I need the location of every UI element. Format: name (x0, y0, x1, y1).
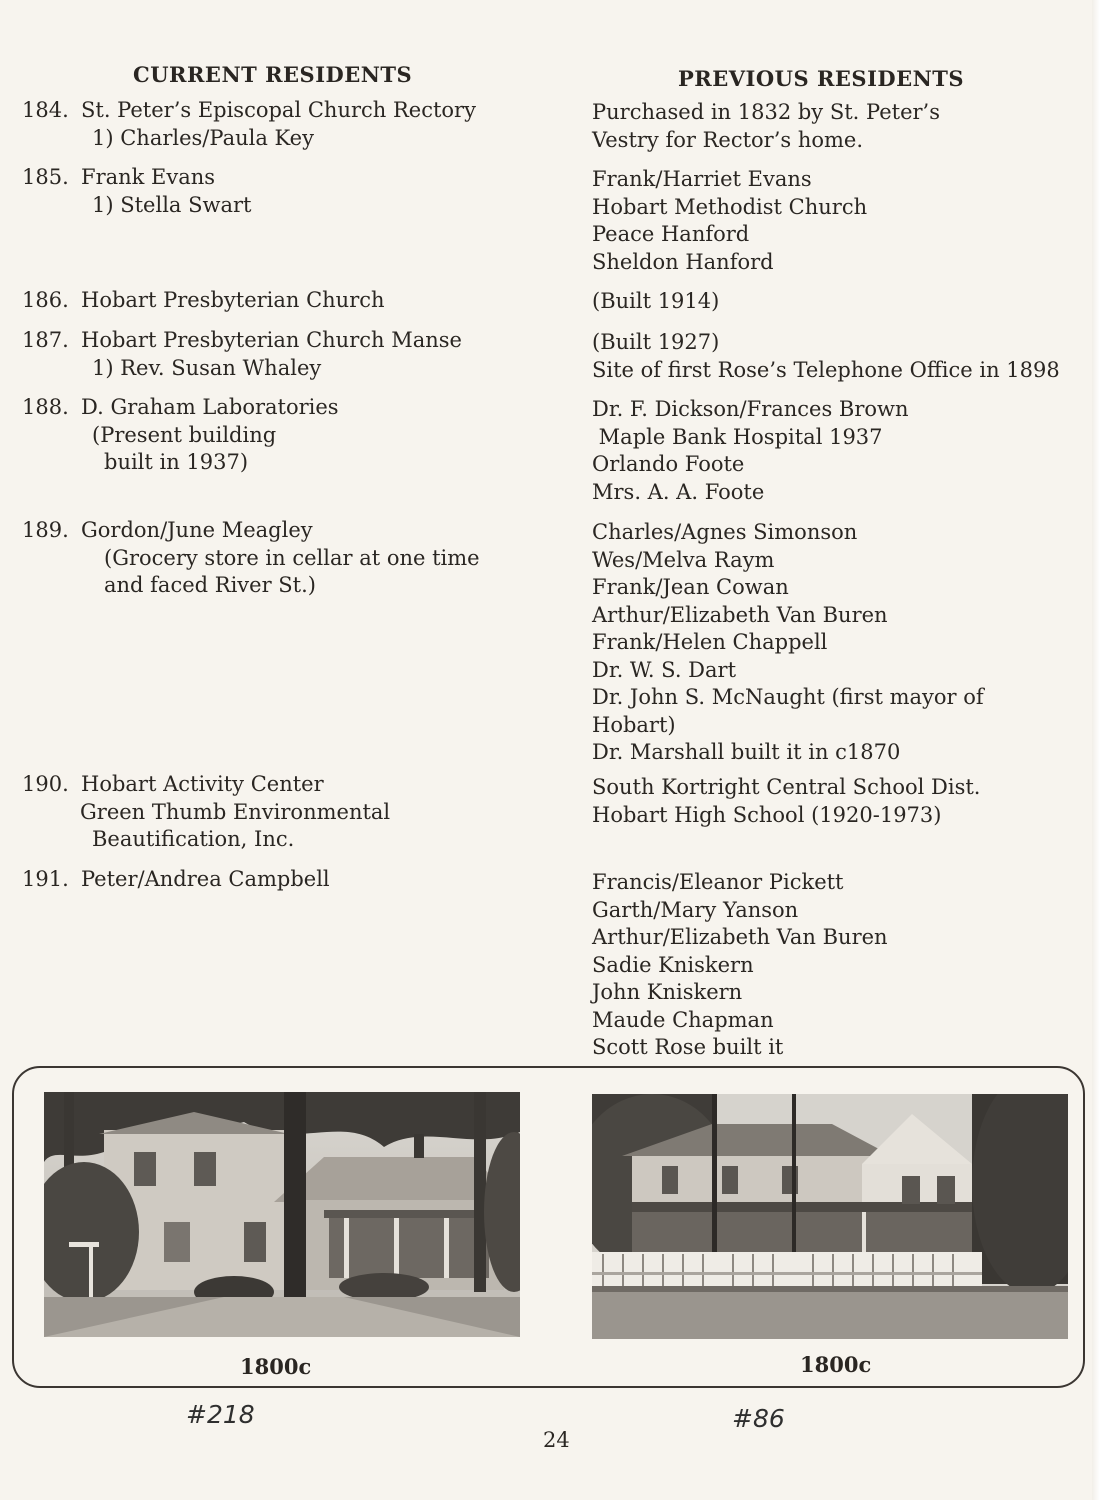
previous-line: South Kortright Central School Dist. (592, 775, 981, 799)
previous-line: Frank/Helen Chappell (592, 630, 828, 654)
entry-185-previous (592, 166, 1097, 276)
page-number: 24 (543, 1428, 570, 1452)
previous-line: Hobart High School (1920-1973) (592, 802, 942, 827)
previous-line: Frank/Harriet Evans (592, 167, 812, 191)
previous-line: Maple Bank Hospital 1937 (592, 424, 883, 449)
previous-line: Hobart) (592, 712, 676, 737)
entry-name: Hobart Presbyterian Church (81, 288, 385, 312)
previous-line: Maude Chapman (592, 1007, 774, 1032)
entry-number: 190. (22, 772, 69, 796)
entry-sub: (Present building (92, 422, 277, 447)
house-photo-right (592, 1094, 1068, 1339)
previous-line: Peace Hanford (592, 222, 750, 246)
previous-line: Frank/Jean Cowan (592, 575, 789, 599)
entry-sub: and faced River St.) (104, 573, 316, 597)
previous-line: (Built 1927) (592, 330, 720, 354)
previous-line: Purchased in 1832 by St. Peter’s (592, 100, 940, 124)
previous-line: Dr. John S. McNaught (first mayor of (592, 685, 984, 709)
entry-190-previous (592, 774, 1097, 829)
entry-name: Frank Evans (81, 165, 216, 189)
previous-line: Garth/Mary Yanson (592, 897, 799, 922)
entry-184-current (22, 97, 562, 152)
previous-residents-header: PREVIOUS RESIDENTS (678, 66, 965, 91)
entry-number: 187. (22, 328, 69, 352)
entry-name: Hobart Activity Center (81, 772, 324, 796)
entry-188-previous (592, 396, 1097, 506)
previous-line: Vestry for Rector’s home. (592, 127, 864, 152)
entry-number: 188. (22, 395, 69, 419)
entry-name: Gordon/June Meagley (81, 518, 313, 542)
entry-189-current (22, 517, 562, 600)
previous-line: Dr. W. S. Dart (592, 657, 737, 682)
entry-sub: 1) Rev. Susan Whaley (92, 355, 322, 380)
entry-number: 186. (22, 288, 69, 312)
entry-187-current (22, 327, 562, 382)
entry-number: 185. (22, 165, 69, 189)
previous-line: Dr. F. Dickson/Frances Brown (592, 397, 909, 421)
entry-186-current (22, 287, 562, 315)
entry-187-previous (592, 329, 1097, 384)
previous-line: Wes/Melva Raym (592, 547, 775, 572)
previous-line: Site of first Rose’s Telephone Office in 1898 (592, 357, 1060, 382)
entry-name: D. Graham Laboratories (81, 395, 339, 419)
previous-line: Sadie Kniskern (592, 952, 754, 977)
entry-191-current (22, 866, 562, 894)
house-photo-left (44, 1092, 520, 1337)
entry-189-previous (592, 519, 1097, 767)
entry-number: 184. (22, 98, 69, 122)
entry-number: 191. (22, 867, 69, 891)
entry-185-current (22, 164, 562, 219)
previous-line: Sheldon Hanford (592, 249, 774, 274)
entry-188-current (22, 394, 562, 477)
entry-name: Peter/Andrea Campbell (81, 867, 330, 891)
previous-line: Charles/Agnes Simonson (592, 520, 858, 544)
entry-sub: 1) Charles/Paula Key (92, 125, 314, 150)
previous-line: John Kniskern (592, 980, 743, 1004)
previous-line: (Built 1914) (592, 289, 720, 313)
previous-line: Arthur/Elizabeth Van Buren (592, 925, 888, 949)
entry-sub: Beautification, Inc. (92, 827, 295, 851)
entry-name: St. Peter’s Episcopal Church Rectory (81, 98, 476, 122)
entry-186-previous (592, 288, 1097, 316)
entry-sub: (Grocery store in cellar at one time (104, 545, 480, 570)
handwritten-note-left: #218 (186, 1400, 255, 1429)
entry-name: Hobart Presbyterian Church Manse (81, 328, 462, 352)
entry-sub: Green Thumb Environmental (80, 799, 391, 824)
entry-184-previous (592, 99, 1097, 154)
previous-line: Hobart Methodist Church (592, 194, 868, 219)
previous-line: Dr. Marshall built it in c1870 (592, 740, 901, 764)
previous-line: Mrs. A. A. Foote (592, 479, 765, 504)
previous-line: Orlando Foote (592, 452, 745, 476)
handwritten-note-right: #86 (732, 1404, 785, 1433)
photo-caption-right: 1800c (800, 1352, 872, 1377)
previous-line: Francis/Eleanor Pickett (592, 870, 844, 894)
previous-line: Arthur/Elizabeth Van Buren (592, 602, 888, 627)
entry-sub: built in 1937) (104, 450, 249, 474)
entry-number: 189. (22, 518, 69, 542)
previous-line: Scott Rose built it (592, 1035, 784, 1059)
current-residents-header: CURRENT RESIDENTS (133, 62, 413, 87)
photo-caption-left: 1800c (240, 1354, 312, 1379)
entry-sub: 1) Stella Swart (92, 192, 252, 217)
entry-191-previous (592, 869, 1097, 1062)
entry-190-current (22, 771, 562, 854)
